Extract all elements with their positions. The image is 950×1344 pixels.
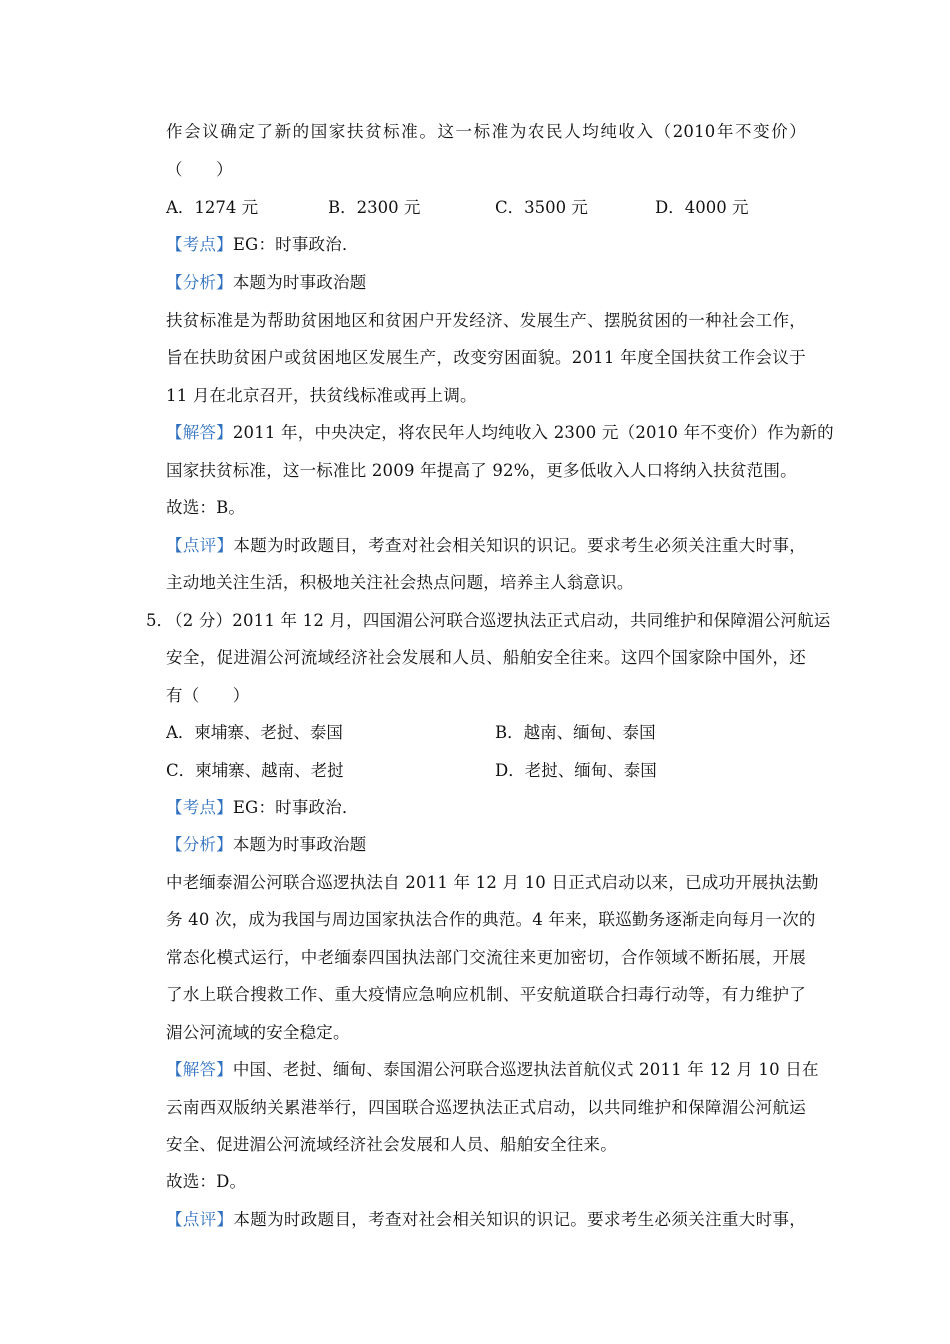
dianping-tag: 【点评】: [166, 1210, 234, 1229]
fenxi-tag: 【分析】: [166, 273, 233, 292]
fenxi-text: 本题为时事政治题: [232, 273, 367, 292]
q5-stem-line: （2 分）2011 年 12 月，四国湄公河联合巡逻执法正式启动，共同维护和保障湄公河航运: [166, 611, 831, 630]
q5-jieda-line: 云南西双版纳关累港举行，四国联合巡逻执法正式启动，以共同维护和保障湄公河航运: [166, 1098, 806, 1117]
dianping-text: 本题为时政题目，考查对社会相关知识的识记。要求考生必须关注重大时事，: [233, 536, 806, 555]
kaodian-tag: 【考点】: [166, 798, 233, 817]
kaodian-text: EG：时事政治．: [232, 235, 359, 254]
q4-dianping-line: 主动地关注生活，积极地关注社会热点问题，培养主人翁意识。: [166, 573, 634, 592]
q4-jieda: [166, 421, 834, 445]
jieda-tag: 【解答】: [166, 423, 233, 442]
q5-jieda-line: 安全、促进湄公河流域经济社会发展和人员、船舶安全往来。: [166, 1135, 617, 1154]
q5-option-b: B．越南、缅甸、泰国: [495, 723, 656, 742]
fenxi-text: 本题为时事政治题: [232, 835, 367, 854]
q4-fenxi: [166, 271, 366, 295]
q5-dianping: [166, 1208, 806, 1232]
q5-jieda: [166, 1058, 819, 1082]
q4-jieda-line: 国家扶贫标准，这一标准比 2009 年提高了 92%，更多低收入人口将纳入扶贫范围。: [166, 461, 797, 480]
fenxi-tag: 【分析】: [166, 835, 233, 854]
jieda-text: 中国、老挝、缅甸、泰国湄公河联合巡逻执法首航仪式 2011 年 12 月 10 日在: [232, 1060, 819, 1079]
q4-option-b: B．2300 元: [328, 198, 421, 217]
q4-option-c: C．3500 元: [495, 198, 588, 217]
q5-stem-line: 有（ ）: [166, 686, 250, 705]
q4-analysis-line: 11 月在北京召开，扶贫线标准或再上调。: [166, 386, 477, 405]
q4-stem-blank: （ ）: [166, 160, 233, 179]
dianping-text: 本题为时政题目，考查对社会相关知识的识记。要求考生必须关注重大时事，: [233, 1210, 806, 1229]
q5-option-d: D．老挝、缅甸、泰国: [495, 761, 657, 780]
q5-analysis-line: 常态化模式运行，中老缅泰四国执法部门交流往来更加密切，合作领域不断拓展，开展: [166, 948, 806, 967]
q4-dianping: [166, 534, 806, 558]
jieda-text: 2011 年，中央决定，将农民年人均纯收入 2300 元（2010 年不变价）作为新的: [232, 423, 834, 442]
q5-option-a: A．柬埔寨、老挝、泰国: [166, 723, 343, 742]
q5-analysis-line: 务 40 次，成为我国与周边国家执法合作的典范。4 年来，联巡勤务逐渐走向每月一次的: [166, 910, 816, 929]
q5-fenxi: [166, 833, 366, 857]
q5-analysis-line: 了水上联合搜救工作、重大疫情应急响应机制、平安航道联合扫毒行动等，有力维护了: [166, 985, 806, 1004]
q5-analysis-line: 湄公河流域的安全稳定。: [166, 1023, 350, 1042]
jieda-tag: 【解答】: [166, 1060, 233, 1079]
dianping-tag: 【点评】: [166, 536, 234, 555]
q5-option-c: C．柬埔寨、越南、老挝: [166, 761, 344, 780]
q4-kaodian: [166, 233, 359, 257]
q5-number: 5．: [146, 611, 173, 630]
q5-analysis-line: 中老缅泰湄公河联合巡逻执法自 2011 年 12 月 10 日正式启动以来，已成功开展执法勤: [166, 873, 819, 892]
q4-option-a: A．1274 元: [166, 198, 259, 217]
q5-stem-line: 安全，促进湄公河流域经济社会发展和人员、船舶安全往来。这四个国家除中国外，还: [166, 648, 806, 667]
q4-analysis-line: 扶贫标准是为帮助贫困地区和贫困户开发经济、发展生产、摆脱贫困的一种社会工作，: [166, 311, 806, 330]
q4-stem-line: 作会议确定了新的国家扶贫标准。这一标准为农民人均纯收入（2010年不变价）: [166, 122, 806, 141]
q4-option-d: D．4000 元: [655, 198, 749, 217]
q5-kaodian: [166, 796, 359, 820]
q4-answer: 故选：B。: [166, 498, 246, 517]
kaodian-tag: 【考点】: [166, 235, 233, 254]
q4-analysis-line: 旨在扶助贫困户或贫困地区发展生产，改变穷困面貌。2011 年度全国扶贫工作会议于: [166, 348, 806, 367]
q5-answer: 故选：D。: [166, 1172, 247, 1191]
kaodian-text: EG：时事政治．: [232, 798, 359, 817]
